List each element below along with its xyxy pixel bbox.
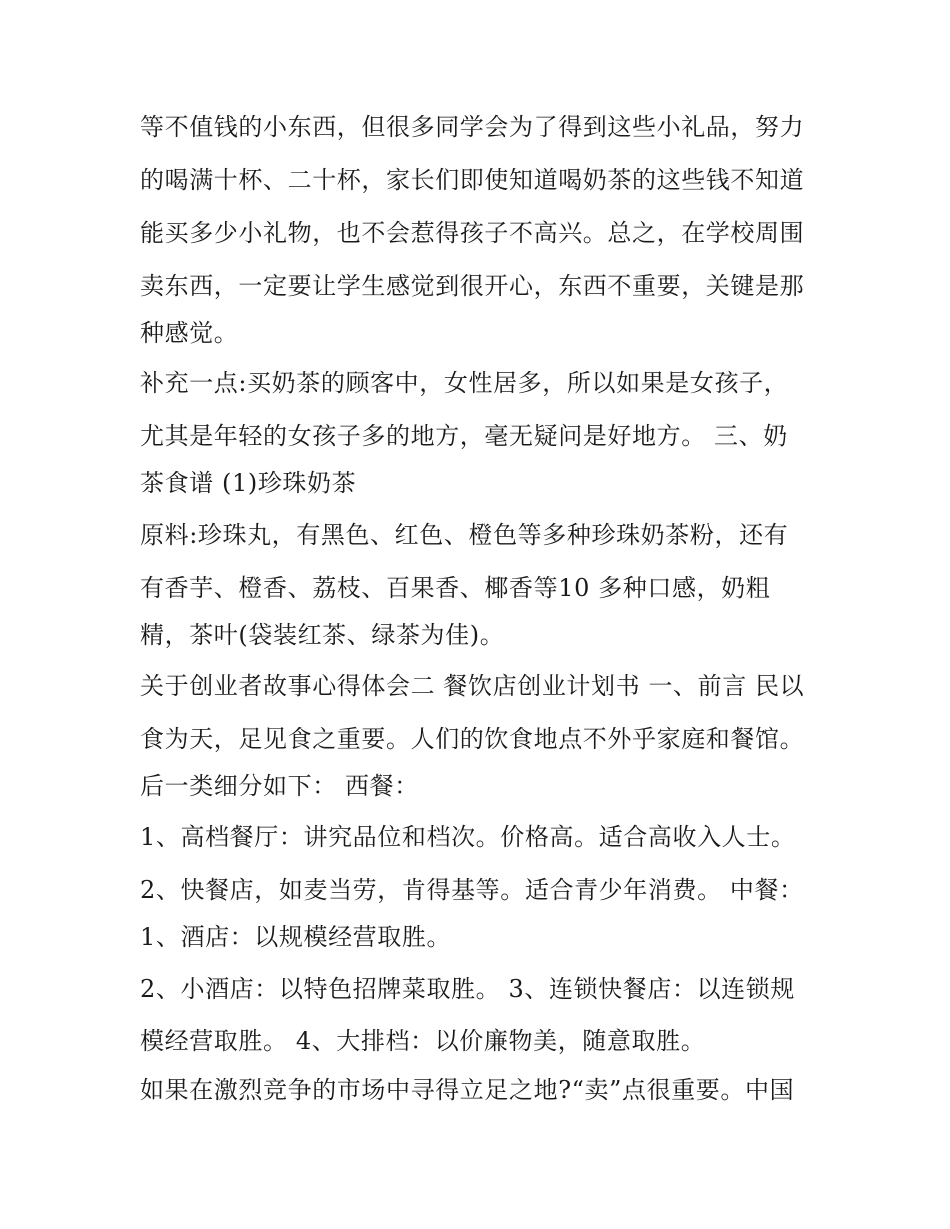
text-line: 模经营取胜。 4、大排档：以价廉物美，随意取胜。: [140, 1027, 706, 1055]
text-line: 尤其是年轻的女孩子多的地方，毫无疑问是好地方。 三、奶: [140, 422, 788, 450]
text-line: 等不值钱的小东西，但很多同学会为了得到这些小礼品，努力: [140, 113, 805, 141]
text-line: 有香芋、橙香、荔枝、百果香、椰香等10 多种口感，奶粗: [140, 574, 771, 602]
text-line: 食为天，足见食之重要。人们的饮食地点不外乎家庭和餐馆。: [140, 725, 805, 753]
text-line: 的喝满十杯、二十杯，家长们即使知道喝奶茶的这些钱不知道: [140, 166, 805, 194]
text-line: 精，茶叶(袋装红茶、绿茶为佳)。: [140, 621, 505, 649]
text-line: 种感觉。: [140, 319, 239, 347]
text-line: 茶食谱 (1)珍珠奶茶: [140, 469, 357, 497]
text-line: 关于创业者故事心得体会二 餐饮店创业计划书 一、前言 民以: [140, 672, 805, 700]
text-line: 1、高档餐厅：讲究品位和档次。价格高。适合高收入人士。: [140, 823, 796, 851]
text-line: 卖东西，一定要让学生感觉到很开心，东西不重要，关键是那: [140, 272, 805, 300]
text-line: 原料:珍珠丸，有黑色、红色、橙色等多种珍珠奶茶粉，还有: [140, 521, 789, 549]
text-line: 2、小酒店：以特色招牌菜取胜。 3、连锁快餐店：以连锁规: [140, 975, 795, 1003]
text-line: 补充一点:买奶茶的顾客中，女性居多，所以如果是女孩子，: [140, 369, 789, 397]
text-line: 1、酒店：以规模经营取胜。: [140, 923, 452, 951]
text-line: 后一类细分如下： 西餐：: [140, 772, 419, 800]
text-line: 能买多少小礼物，也不会惹得孩子不高兴。总之，在学校周围: [140, 219, 805, 247]
text-line: 如果在激烈竞争的市场中寻得立足之地?“卖”点很重要。中国: [140, 1076, 795, 1104]
text-line: 2、快餐店，如麦当劳，肯得基等。适合青少年消费。 中餐：: [140, 876, 804, 904]
